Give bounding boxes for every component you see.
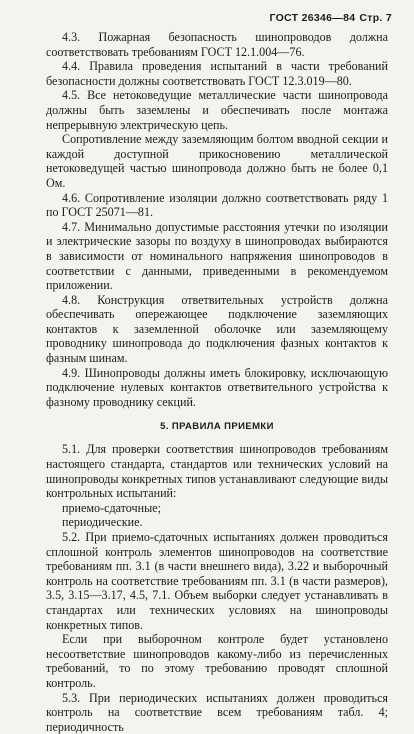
paragraph-4-5: 4.5. Все нетоковедущие металлические части шинопровода должны быть заземлены и обеспечивать после монтажа непрерывную электрическую цепь. [46,88,388,132]
paragraph-4-8: 4.8. Конструкция ответвительных устройств должна обеспечивать опережающее подключение заземляющих контактов к заземленной оболочке или заземляющему проводнику шинопровода до подключения фазных контактов к фазным шинам. [46,292,388,366]
paragraph-5-2: 5.2. При приемо-сдаточных испытаниях должен проводиться сплошной контроль элементов шинопроводов на соответствие требованиям пп. 3.1 (в части внешнего вида), 3.22 и выборочный контроль на соответствие требованиям пп. 3.1 (в части размеров), 3.5, 3.15—3.17, 4.5, 7.1. Объем выборки следует устанавливать в стандартах или технических условиях на шинопроводы конкретных типов. [46,530,388,632]
list-item: приемо-сдаточные; [62,500,161,515]
paragraph-4-7: 4.7. Минимально допустимые расстояния утечки по изоляции и электрические зазоры по воздуху в шинопроводах выбираются в зависимости от номинального напряжения шинопроводов в соответствии с данными, приведенными в рекомендуемом приложении. [46,219,388,293]
paragraph-5-1: 5.1. Для проверки соответствия шинопроводов требованиям настоящего стандарта, стандартов или технических условий на шинопроводы конкретных типов устанавливают следующие виды контрольных испытаний: [46,442,388,501]
acceptance-section [46,442,388,734]
standard-number: ГОСТ 26346—84 [269,12,356,24]
list-item: периодические. [62,515,143,530]
requirements-section [46,30,388,409]
paragraph-5-3: 5.3. При периодических испытаниях должен проводиться контроль на соответствие всем требованиям табл. 4; периодичность [46,690,388,734]
section-title: 5. ПРАВИЛА ПРИЕМКИ [160,421,274,433]
paragraph-4-9: 4.9. Шинопроводы должны иметь блокировку, исключающую подключение нулевых контактов ответвительного устройства к фазному проводнику секций. [46,365,388,409]
paragraph-resistance: Сопротивление между заземляющим болтом вводной секции и каждой доступной прикосновению металлической нетоковедущей частью шинопровода должно быть не более 0,1 Ом. [46,132,388,190]
page-number: Стр. 7 [359,12,392,24]
paragraph-selective-control: Если при выборочном контроле будет установлено несоответствие шинопроводов какому-либо из перечисленных требований, то по этому требованию проводят сплошной контроль. [46,632,388,690]
paragraph-4-6: 4.6. Сопротивление изоляции должно соответствовать ряду 1 по ГОСТ 25071—81. [46,190,388,220]
page-header [269,12,392,24]
paragraph-4-3: 4.3. Пожарная безопасность шинопроводов должна соответствовать требованиям ГОСТ 12.1.004—76. [46,30,388,59]
paragraph-4-4: 4.4. Правила проведения испытаний в части требований безопасности должны соответствовать ГОСТ 12.3.019—80. [46,59,388,88]
